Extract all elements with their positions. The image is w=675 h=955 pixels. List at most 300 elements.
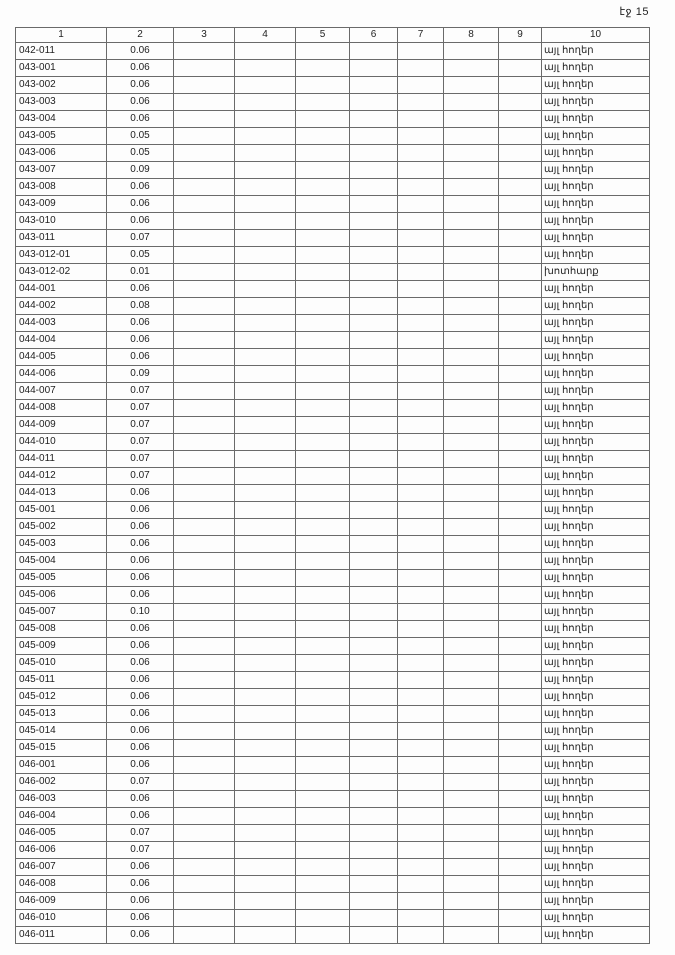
table-row (16, 400, 650, 417)
empty-cell (296, 842, 350, 859)
parcel-code: 045-014 (16, 723, 107, 740)
empty-cell (444, 400, 499, 417)
table-row (16, 417, 650, 434)
empty-cell (235, 706, 296, 723)
empty-cell (398, 502, 444, 519)
empty-cell (499, 893, 542, 910)
empty-cell (350, 910, 398, 927)
empty-cell (235, 587, 296, 604)
parcel-code: 043-008 (16, 179, 107, 196)
empty-cell (350, 349, 398, 366)
area-value: 0.07 (107, 383, 174, 400)
empty-cell (444, 230, 499, 247)
table-row (16, 842, 650, 859)
empty-cell (350, 298, 398, 315)
empty-cell (350, 706, 398, 723)
empty-cell (235, 230, 296, 247)
empty-cell (174, 434, 235, 451)
empty-cell (444, 859, 499, 876)
area-value: 0.09 (107, 366, 174, 383)
empty-cell (499, 842, 542, 859)
empty-cell (499, 349, 542, 366)
parcel-code: 045-013 (16, 706, 107, 723)
empty-cell (499, 723, 542, 740)
empty-cell (444, 264, 499, 281)
area-value: 0.07 (107, 230, 174, 247)
empty-cell (499, 689, 542, 706)
empty-cell (499, 808, 542, 825)
empty-cell (235, 740, 296, 757)
empty-cell (350, 757, 398, 774)
land-type-note: այլ հողեր (542, 434, 650, 451)
table-row (16, 196, 650, 213)
area-value: 0.05 (107, 128, 174, 145)
area-value: 0.06 (107, 621, 174, 638)
empty-cell (444, 366, 499, 383)
empty-cell (174, 315, 235, 332)
land-type-note: այլ հողեր (542, 383, 650, 400)
table-row (16, 536, 650, 553)
empty-cell (499, 485, 542, 502)
empty-cell (235, 825, 296, 842)
empty-cell (174, 621, 235, 638)
area-value: 0.06 (107, 502, 174, 519)
empty-cell (174, 910, 235, 927)
empty-cell (499, 145, 542, 162)
empty-cell (350, 179, 398, 196)
empty-cell (296, 791, 350, 808)
table-row (16, 264, 650, 281)
land-type-note: այլ հողեր (542, 451, 650, 468)
land-type-note: այլ հողեր (542, 893, 650, 910)
parcel-code: 043-002 (16, 77, 107, 94)
table-row (16, 77, 650, 94)
empty-cell (296, 298, 350, 315)
area-value: 0.06 (107, 485, 174, 502)
empty-cell (444, 604, 499, 621)
table-row (16, 315, 650, 332)
area-value: 0.07 (107, 434, 174, 451)
land-type-note: այլ հողեր (542, 723, 650, 740)
table-row (16, 808, 650, 825)
parcel-code: 046-001 (16, 757, 107, 774)
area-value: 0.06 (107, 111, 174, 128)
empty-cell (499, 60, 542, 77)
empty-cell (398, 315, 444, 332)
empty-cell (296, 77, 350, 94)
area-value: 0.06 (107, 723, 174, 740)
empty-cell (398, 349, 444, 366)
empty-cell (174, 876, 235, 893)
area-value: 0.06 (107, 332, 174, 349)
page-number: էջ 15 (619, 6, 649, 18)
empty-cell (499, 230, 542, 247)
empty-cell (296, 332, 350, 349)
empty-cell (398, 553, 444, 570)
table-row (16, 383, 650, 400)
empty-cell (398, 485, 444, 502)
empty-cell (398, 281, 444, 298)
empty-cell (235, 111, 296, 128)
empty-cell (444, 825, 499, 842)
empty-cell (350, 281, 398, 298)
empty-cell (174, 536, 235, 553)
parcel-code: 045-005 (16, 570, 107, 587)
land-type-note: այլ հողեր (542, 315, 650, 332)
column-header-3: 3 (174, 28, 235, 43)
empty-cell (350, 383, 398, 400)
land-parcel-table (15, 27, 650, 944)
table-row (16, 519, 650, 536)
empty-cell (499, 451, 542, 468)
table-header-row (16, 28, 650, 43)
empty-cell (499, 43, 542, 60)
parcel-code: 043-012-02 (16, 264, 107, 281)
table-row (16, 349, 650, 366)
parcel-code: 043-004 (16, 111, 107, 128)
parcel-code: 044-002 (16, 298, 107, 315)
empty-cell (350, 689, 398, 706)
empty-cell (499, 213, 542, 230)
empty-cell (350, 655, 398, 672)
land-type-note: այլ հողեր (542, 247, 650, 264)
land-type-note: այլ հողեր (542, 485, 650, 502)
empty-cell (350, 859, 398, 876)
empty-cell (296, 638, 350, 655)
table-row (16, 94, 650, 111)
table-row (16, 502, 650, 519)
empty-cell (296, 655, 350, 672)
empty-cell (444, 723, 499, 740)
land-type-note: այլ հողեր (542, 60, 650, 77)
parcel-code: 045-012 (16, 689, 107, 706)
empty-cell (444, 315, 499, 332)
empty-cell (350, 451, 398, 468)
empty-cell (398, 723, 444, 740)
land-type-note: այլ հողեր (542, 553, 650, 570)
table-row (16, 128, 650, 145)
parcel-code: 044-005 (16, 349, 107, 366)
empty-cell (398, 213, 444, 230)
empty-cell (350, 366, 398, 383)
land-type-note: այլ հողեր (542, 604, 650, 621)
empty-cell (174, 553, 235, 570)
empty-cell (444, 417, 499, 434)
empty-cell (398, 876, 444, 893)
empty-cell (296, 723, 350, 740)
table-row (16, 281, 650, 298)
empty-cell (398, 536, 444, 553)
empty-cell (296, 315, 350, 332)
empty-cell (296, 553, 350, 570)
empty-cell (398, 825, 444, 842)
area-value: 0.06 (107, 77, 174, 94)
empty-cell (499, 247, 542, 264)
land-type-note: այլ հողեր (542, 910, 650, 927)
empty-cell (174, 451, 235, 468)
empty-cell (174, 706, 235, 723)
empty-cell (235, 332, 296, 349)
area-value: 0.07 (107, 400, 174, 417)
land-type-note: այլ հողեր (542, 349, 650, 366)
empty-cell (174, 672, 235, 689)
parcel-code: 046-008 (16, 876, 107, 893)
empty-cell (499, 264, 542, 281)
empty-cell (444, 808, 499, 825)
area-value: 0.06 (107, 893, 174, 910)
empty-cell (398, 451, 444, 468)
area-value: 0.06 (107, 927, 174, 944)
empty-cell (235, 621, 296, 638)
table-row (16, 927, 650, 944)
empty-cell (499, 876, 542, 893)
empty-cell (296, 502, 350, 519)
land-type-note: այլ հողեր (542, 706, 650, 723)
empty-cell (398, 383, 444, 400)
empty-cell (174, 94, 235, 111)
empty-cell (296, 366, 350, 383)
empty-cell (444, 638, 499, 655)
empty-cell (350, 502, 398, 519)
empty-cell (499, 910, 542, 927)
empty-cell (350, 519, 398, 536)
empty-cell (350, 94, 398, 111)
empty-cell (444, 213, 499, 230)
empty-cell (499, 825, 542, 842)
land-type-note: այլ հողեր (542, 332, 650, 349)
empty-cell (444, 145, 499, 162)
table-row (16, 332, 650, 349)
empty-cell (350, 213, 398, 230)
empty-cell (499, 162, 542, 179)
land-type-note: այլ հողեր (542, 859, 650, 876)
empty-cell (350, 247, 398, 264)
empty-cell (398, 145, 444, 162)
empty-cell (296, 247, 350, 264)
empty-cell (499, 128, 542, 145)
empty-cell (398, 468, 444, 485)
empty-cell (444, 757, 499, 774)
area-value: 0.06 (107, 60, 174, 77)
parcel-code: 043-011 (16, 230, 107, 247)
empty-cell (398, 128, 444, 145)
column-header-2: 2 (107, 28, 174, 43)
table-row (16, 230, 650, 247)
empty-cell (444, 570, 499, 587)
empty-cell (174, 213, 235, 230)
empty-cell (296, 927, 350, 944)
empty-cell (444, 298, 499, 315)
empty-cell (499, 587, 542, 604)
column-header-1: 1 (16, 28, 107, 43)
empty-cell (398, 43, 444, 60)
empty-cell (296, 876, 350, 893)
empty-cell (499, 791, 542, 808)
empty-cell (174, 111, 235, 128)
empty-cell (235, 162, 296, 179)
area-value: 0.06 (107, 859, 174, 876)
land-type-note: այլ հողեր (542, 876, 650, 893)
table-row (16, 655, 650, 672)
land-type-note: այլ հողեր (542, 417, 650, 434)
empty-cell (296, 128, 350, 145)
empty-cell (235, 570, 296, 587)
empty-cell (235, 247, 296, 264)
empty-cell (444, 791, 499, 808)
empty-cell (174, 740, 235, 757)
table-row (16, 485, 650, 502)
empty-cell (499, 434, 542, 451)
parcel-code: 046-011 (16, 927, 107, 944)
empty-cell (174, 468, 235, 485)
area-value: 0.06 (107, 689, 174, 706)
empty-cell (398, 859, 444, 876)
empty-cell (174, 485, 235, 502)
empty-cell (398, 689, 444, 706)
empty-cell (444, 536, 499, 553)
empty-cell (499, 468, 542, 485)
area-value: 0.07 (107, 468, 174, 485)
area-value: 0.07 (107, 774, 174, 791)
empty-cell (235, 366, 296, 383)
table-row (16, 689, 650, 706)
empty-cell (296, 400, 350, 417)
area-value: 0.07 (107, 825, 174, 842)
empty-cell (296, 859, 350, 876)
empty-cell (444, 706, 499, 723)
empty-cell (296, 434, 350, 451)
empty-cell (350, 927, 398, 944)
land-type-note: այլ հողեր (542, 774, 650, 791)
empty-cell (444, 740, 499, 757)
empty-cell (174, 383, 235, 400)
empty-cell (398, 774, 444, 791)
area-value: 0.06 (107, 706, 174, 723)
empty-cell (350, 43, 398, 60)
empty-cell (499, 672, 542, 689)
empty-cell (398, 587, 444, 604)
table-row (16, 604, 650, 621)
empty-cell (174, 689, 235, 706)
empty-cell (499, 604, 542, 621)
empty-cell (174, 230, 235, 247)
empty-cell (398, 247, 444, 264)
empty-cell (350, 162, 398, 179)
empty-cell (296, 145, 350, 162)
empty-cell (174, 43, 235, 60)
parcel-code: 043-012-01 (16, 247, 107, 264)
table-row (16, 638, 650, 655)
empty-cell (235, 893, 296, 910)
empty-cell (398, 740, 444, 757)
parcel-code: 044-009 (16, 417, 107, 434)
column-header-6: 6 (350, 28, 398, 43)
empty-cell (499, 315, 542, 332)
parcel-code: 044-013 (16, 485, 107, 502)
table-row (16, 723, 650, 740)
table-row (16, 910, 650, 927)
table-row (16, 825, 650, 842)
empty-cell (398, 706, 444, 723)
land-type-note: այլ հողեր (542, 536, 650, 553)
area-value: 0.06 (107, 757, 174, 774)
column-header-7: 7 (398, 28, 444, 43)
empty-cell (174, 60, 235, 77)
table-row (16, 434, 650, 451)
table-row (16, 162, 650, 179)
empty-cell (174, 927, 235, 944)
parcel-code: 046-007 (16, 859, 107, 876)
land-type-note: այլ հողեր (542, 621, 650, 638)
empty-cell (350, 842, 398, 859)
empty-cell (499, 366, 542, 383)
empty-cell (296, 230, 350, 247)
empty-cell (398, 77, 444, 94)
empty-cell (296, 417, 350, 434)
empty-cell (499, 706, 542, 723)
empty-cell (499, 774, 542, 791)
empty-cell (174, 281, 235, 298)
empty-cell (296, 706, 350, 723)
column-header-8: 8 (444, 28, 499, 43)
empty-cell (444, 587, 499, 604)
area-value: 0.05 (107, 247, 174, 264)
empty-cell (499, 553, 542, 570)
empty-cell (174, 162, 235, 179)
parcel-code: 044-003 (16, 315, 107, 332)
empty-cell (398, 604, 444, 621)
land-type-note: այլ հողեր (542, 519, 650, 536)
empty-cell (235, 502, 296, 519)
parcel-code: 045-002 (16, 519, 107, 536)
empty-cell (235, 553, 296, 570)
parcel-code: 043-005 (16, 128, 107, 145)
empty-cell (235, 315, 296, 332)
table-row (16, 247, 650, 264)
parcel-code: 045-001 (16, 502, 107, 519)
empty-cell (174, 332, 235, 349)
empty-cell (444, 621, 499, 638)
area-value: 0.10 (107, 604, 174, 621)
parcel-code: 043-007 (16, 162, 107, 179)
parcel-code: 045-003 (16, 536, 107, 553)
empty-cell (235, 434, 296, 451)
table-row (16, 876, 650, 893)
land-type-note: այլ հողեր (542, 230, 650, 247)
land-type-note: այլ հողեր (542, 43, 650, 60)
empty-cell (444, 281, 499, 298)
land-type-note: այլ հողեր (542, 740, 650, 757)
empty-cell (398, 230, 444, 247)
empty-cell (444, 910, 499, 927)
empty-cell (499, 400, 542, 417)
parcel-code: 044-012 (16, 468, 107, 485)
empty-cell (296, 94, 350, 111)
area-value: 0.06 (107, 587, 174, 604)
empty-cell (398, 162, 444, 179)
empty-cell (350, 553, 398, 570)
empty-cell (499, 621, 542, 638)
empty-cell (350, 536, 398, 553)
empty-cell (350, 400, 398, 417)
land-type-note: այլ հողեր (542, 77, 650, 94)
empty-cell (235, 723, 296, 740)
land-type-note: այլ հողեր (542, 672, 650, 689)
empty-cell (296, 43, 350, 60)
empty-cell (235, 519, 296, 536)
empty-cell (296, 536, 350, 553)
empty-cell (296, 740, 350, 757)
